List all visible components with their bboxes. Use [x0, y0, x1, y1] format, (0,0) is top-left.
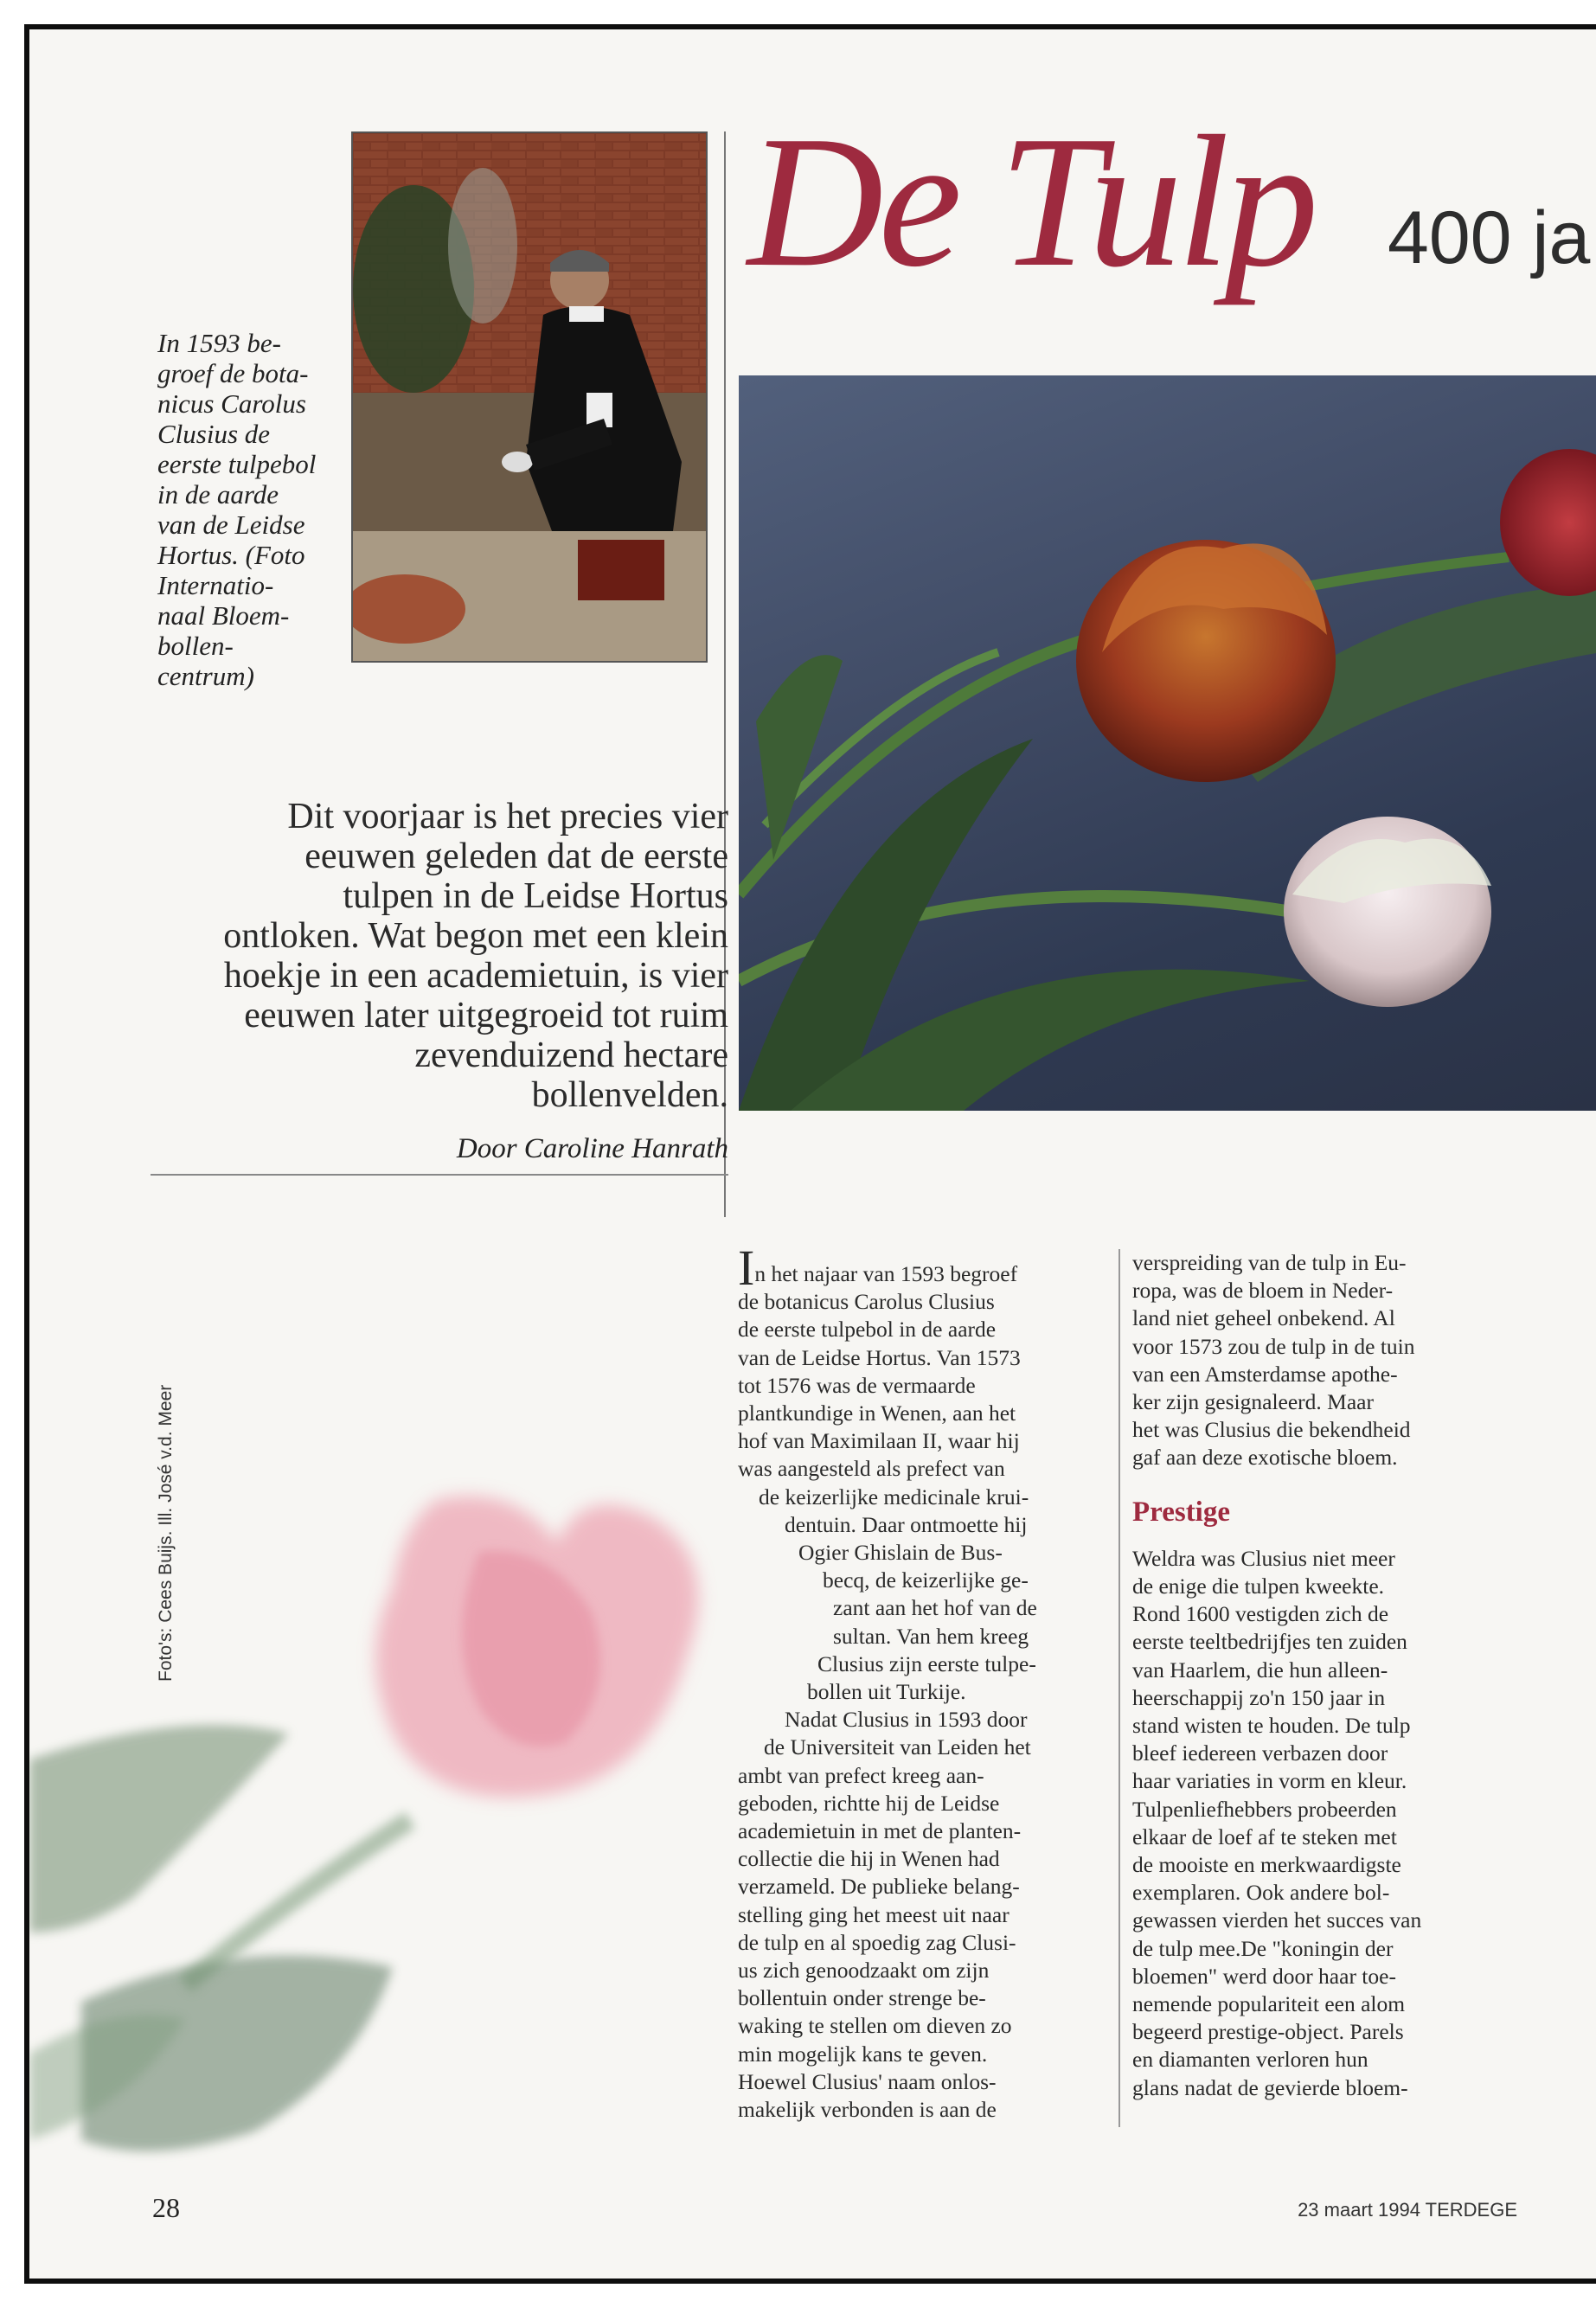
caption-line: van de Leidse — [157, 510, 305, 540]
intro-line: zevenduizend hectare — [414, 1035, 728, 1075]
clusius-photo-illustration — [353, 133, 706, 661]
tulips-photo — [739, 375, 1596, 1111]
body-line: van de Leidse Hortus. Van 1573 — [738, 1344, 1021, 1370]
body-line: geboden, richtte hij de Leidse — [738, 1790, 1000, 1816]
author-byline: Door Caroline Hanrath — [456, 1133, 728, 1164]
body-line: zant aan het hof van de — [833, 1595, 1037, 1621]
body-line: us zich genoodzaakt om zijn — [738, 1958, 990, 1984]
body-line: Weldra was Clusius niet meer — [1132, 1545, 1395, 1571]
body-line: van een Amsterdamse apothe- — [1132, 1361, 1398, 1387]
caption-line: Internatio- — [157, 570, 274, 600]
body-line: tot 1576 was de vermaarde — [738, 1372, 976, 1398]
body-line: haar variaties in vorm en kleur. — [1132, 1768, 1407, 1794]
watercolor-tulip-illustration — [29, 1448, 860, 2227]
body-line: bloemen" werd door haar toe- — [1132, 1963, 1396, 1989]
body-line: Nadat Clusius in 1593 door — [785, 1707, 1028, 1733]
body-line: de enige die tulpen kweekte. — [1132, 1574, 1385, 1599]
caption-line: eerste tulpebol — [157, 449, 317, 479]
body-line: gaf aan deze exotische bloem. — [1132, 1445, 1398, 1471]
body-line: ambt van prefect kreeg aan- — [738, 1762, 984, 1788]
intro-line: ontloken. Wat begon met een klein — [223, 916, 728, 956]
body-line: plantkundige in Wenen, aan het — [738, 1400, 1016, 1426]
body-line: de mooiste en merkwaardigste — [1132, 1852, 1401, 1878]
body-line: was aangesteld als prefect van — [738, 1456, 1005, 1482]
photo-caption — [157, 328, 365, 691]
intro-line: eeuwen geleden dat de eerste — [304, 836, 728, 876]
caption-line: nicus Carolus — [157, 388, 306, 419]
body-line: becq, de keizerlijke ge- — [823, 1567, 1029, 1593]
body-line: ropa, was de bloem in Neder- — [1132, 1278, 1394, 1304]
body-line: de eerste tulpebol in de aarde — [738, 1317, 997, 1343]
body-line: dentuin. Daar ontmoette hij — [785, 1511, 1028, 1537]
body-line: eerste teeltbedrijfjes ten zuiden — [1132, 1629, 1407, 1655]
caption-line: In 1593 be- — [157, 328, 281, 358]
body-line: collectie die hij in Wenen had — [738, 1846, 1000, 1872]
intro-line: hoekje in een academietuin, is vier — [223, 956, 728, 996]
body-line: het was Clusius die bekendheid — [1132, 1417, 1411, 1443]
column-rule — [1118, 1249, 1120, 2127]
body-line: de tulp mee.De "koningin der — [1132, 1935, 1394, 1961]
magazine-page — [24, 24, 1596, 2284]
caption-line: bollen- — [157, 631, 234, 661]
photo-credit: Foto's: Cees Buijs. Ill. José v.d. Meer — [156, 1384, 176, 1682]
body-line: elkaar de loef af te steken met — [1132, 1823, 1397, 1849]
body-line: verzameld. De publieke belang- — [738, 1874, 1020, 1900]
article-headline: De Tulp — [747, 98, 1314, 306]
article-intro — [168, 797, 728, 1115]
body-line: sultan. Van hem kreeg — [833, 1623, 1029, 1649]
body-line: de Universiteit van Leiden het — [764, 1734, 1031, 1760]
intro-line: Dit voorjaar is het precies vier — [287, 797, 728, 836]
body-column-1 — [738, 1240, 1118, 2124]
issue-footer: 23 maart 1994 TERDEGE — [1298, 2199, 1517, 2221]
body-line: bollen uit Turkije. — [807, 1679, 966, 1705]
body-line: de botanicus Carolus Clusius — [738, 1289, 995, 1315]
body-line: Hoewel Clusius' naam onlos- — [738, 2068, 997, 2094]
caption-line: centrum) — [157, 661, 254, 691]
body-line: van Haarlem, die hun alleen- — [1132, 1657, 1388, 1682]
body-line: land niet geheel onbekend. Al — [1132, 1305, 1395, 1331]
body-line: glans nadat de gevierde bloem- — [1132, 2074, 1408, 2100]
body-line: stelling ging het meest uit naar — [738, 1901, 1010, 1927]
body-line: Tulpenliefhebbers probeerden — [1132, 1796, 1397, 1822]
section-subhead: Prestige — [1132, 1496, 1231, 1528]
body-line: gewassen vierden het succes van — [1132, 1907, 1422, 1933]
body-line: Rond 1600 vestigden zich de — [1132, 1601, 1389, 1627]
body-line: voor 1573 zou de tulp in de tuin — [1132, 1333, 1415, 1359]
caption-line: Hortus. (Foto — [157, 540, 305, 570]
body-line: exemplaren. Ook andere bol- — [1132, 1880, 1390, 1906]
body-line: en diamanten verloren hun — [1132, 2047, 1368, 2073]
caption-line: Clusius de — [157, 419, 271, 449]
body-line: de tulp en al spoedig zag Clusi- — [738, 1929, 1016, 1955]
body-line: heerschappij zo'n 150 jaar in — [1132, 1684, 1386, 1710]
intro-line: eeuwen later uitgegroeid tot ruim — [244, 996, 728, 1035]
body-line: verspreiding van de tulp in Eu- — [1132, 1250, 1407, 1275]
intro-line: tulpen in de Leidse Hortus — [343, 876, 728, 916]
body-line: hof van Maximilaan II, waar hij — [738, 1428, 1020, 1454]
body-line: de keizerlijke medicinale krui- — [759, 1484, 1029, 1509]
caption-line: naal Bloem- — [157, 600, 290, 631]
body-line: Ogier Ghislain de Bus- — [798, 1540, 1003, 1566]
body-line: In het najaar van 1593 begroef — [738, 1240, 1018, 1296]
body-line: stand wisten te houden. De tulp — [1132, 1713, 1411, 1739]
body-line: ker zijn gesignaleerd. Maar — [1132, 1389, 1374, 1415]
body-line: bollentuin onder strenge be- — [738, 1985, 986, 2011]
body-line: makelijk verbonden is aan de — [738, 2097, 997, 2123]
body-line: nemende populariteit een alom — [1132, 1991, 1406, 2017]
body-line: Clusius zijn eerste tulpe- — [817, 1650, 1036, 1676]
body-line: academietuin in met de planten- — [738, 1818, 1022, 1844]
body-line: waking te stellen om dieven zo — [738, 2013, 1012, 2039]
body-column-2 — [1132, 1249, 1530, 2102]
body-line: min mogelijk kans te geven. — [738, 2041, 988, 2067]
tulips-illustration — [739, 375, 1596, 1111]
caption-line: in de aarde — [157, 479, 279, 510]
body-line: begeerd prestige-object. Parels — [1132, 2019, 1404, 2045]
page-number: 28 — [152, 2192, 180, 2223]
body-line: bleef iedereen verbazen door — [1132, 1740, 1388, 1766]
intro-line: bollenvelden. — [531, 1075, 728, 1115]
headline-subtitle: 400 ja — [1388, 196, 1591, 279]
caption-line: groef de bota- — [157, 358, 309, 388]
byline-rule — [151, 1174, 728, 1176]
drop-cap: I — [738, 1240, 755, 1296]
clusius-garden-photo — [351, 131, 708, 663]
